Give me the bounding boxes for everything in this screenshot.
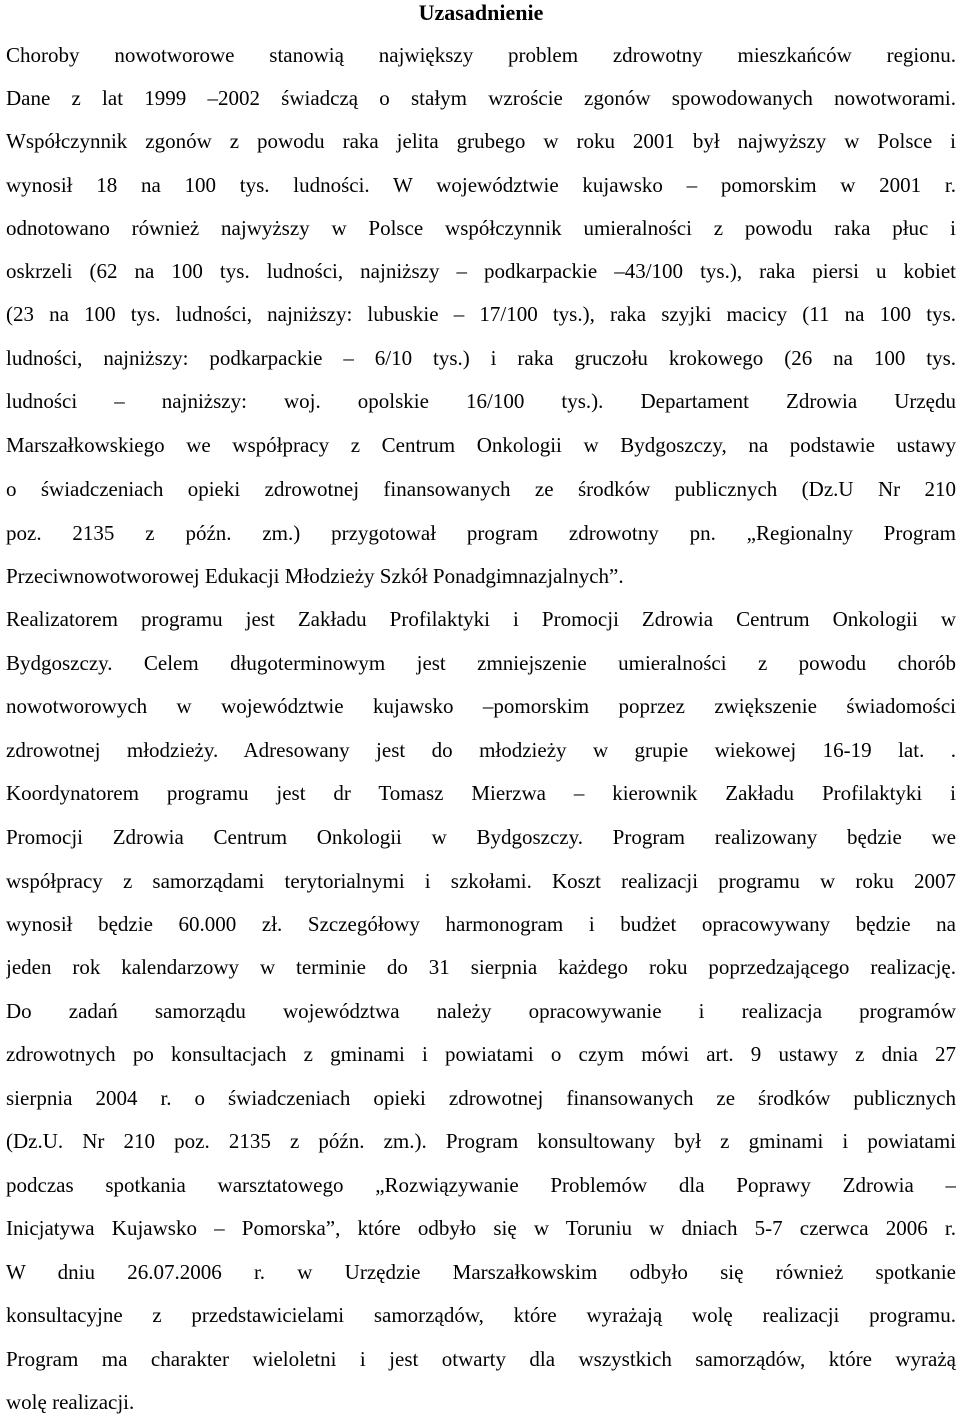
text-line: ludności – najniższy: woj. opolskie 16/100 tys.). Departament Zdrowia Urzędu [6, 389, 956, 413]
text-line: Przeciwnowotworowej Edukacji Młodzieży Szkół Ponadgimnazjalnych”. [6, 564, 624, 588]
text-line: o świadczeniach opieki zdrowotnej finansowanych ze środków publicznych (Dz.U Nr 210 [6, 477, 956, 501]
text-line: Inicjatywa Kujawsko – Pomorska”, które odbyło się w Toruniu w dniach 5-7 czerwca 2006 r. [6, 1216, 956, 1240]
text-line: nowotworowych w województwie kujawsko –pomorskim poprzez zwiększenie świadomości [6, 694, 956, 718]
text-line: konsultacyjne z przedstawicielami samorządów, które wyrażają wolę realizacji programu. [6, 1303, 956, 1327]
text-line: jeden rok kalendarzowy w terminie do 31 sierpnia każdego roku poprzedzającego realizację. [6, 955, 956, 979]
text-line: Program ma charakter wieloletni i jest otwarty dla wszystkich samorządów, które wyrażą [6, 1347, 956, 1371]
document-title: Uzasadnienie [418, 0, 544, 25]
text-line: zdrowotnych po konsultacjach z gminami i powiatami o czym mówi art. 9 ustawy z dnia 27 [6, 1042, 956, 1066]
text-line: W dniu 26.07.2006 r. w Urzędzie Marszałkowskim odbyło się również spotkanie [6, 1260, 956, 1284]
text-line: poz. 2135 z późn. zm.) przygotował program zdrowotny pn. „Regionalny Program [6, 521, 956, 545]
text-line: wolę realizacji. [6, 1390, 135, 1414]
text-line: sierpnia 2004 r. o świadczeniach opieki zdrowotnej finansowanych ze środków publicznych [6, 1086, 956, 1110]
text-line: Koordynatorem programu jest dr Tomasz Mierzwa – kierownik Zakładu Profilaktyki i [6, 781, 956, 805]
text-line: wynosił będzie 60.000 zł. Szczegółowy harmonogram i budżet opracowywany będzie na [6, 912, 956, 936]
text-line: (23 na 100 tys. ludności, najniższy: lubuskie – 17/100 tys.), raka szyjki macicy (11 na 100 tys. [6, 302, 956, 326]
text-line: oskrzeli (62 na 100 tys. ludności, najniższy – podkarpackie –43/100 tys.), raka piersi u kobiet [6, 259, 956, 283]
text-line: Realizatorem programu jest Zakładu Profilaktyki i Promocji Zdrowia Centrum Onkologii w [6, 607, 956, 631]
text-line: Dane z lat 1999 –2002 świadczą o stałym wzroście zgonów spowodowanych nowotworami. [6, 86, 956, 110]
text-line: Choroby nowotworowe stanowią największy problem zdrowotny mieszkańców regionu. [6, 43, 956, 67]
text-line: podczas spotkania warsztatowego „Rozwiązywanie Problemów dla Poprawy Zdrowia – [6, 1173, 956, 1197]
text-line: współpracy z samorządami terytorialnymi i szkołami. Koszt realizacji programu w roku 2007 [6, 869, 956, 893]
text-line: Bydgoszczy. Celem długoterminowym jest zmniejszenie umieralności z powodu chorób [6, 651, 956, 675]
text-line: (Dz.U. Nr 210 poz. 2135 z późn. zm.). Program konsultowany był z gminami i powiatami [6, 1129, 956, 1153]
text-line: zdrowotnej młodzieży. Adresowany jest do młodzieży w grupie wiekowej 16-19 lat. . [6, 738, 956, 762]
text-line: Promocji Zdrowia Centrum Onkologii w Bydgoszczy. Program realizowany będzie we [6, 825, 956, 849]
text-line: ludności, najniższy: podkarpackie – 6/10 tys.) i raka gruczołu krokowego (26 na 100 tys. [6, 346, 956, 370]
text-line: Współczynnik zgonów z powodu raka jelita grubego w roku 2001 był najwyższy w Polsce i [6, 129, 956, 153]
text-line: Marszałkowskiego we współpracy z Centrum Onkologii w Bydgoszczy, na podstawie ustawy [6, 433, 956, 457]
text-line: odnotowano również najwyższy w Polsce współczynnik umieralności z powodu raka płuc i [6, 216, 956, 240]
text-line: wynosił 18 na 100 tys. ludności. W województwie kujawsko – pomorskim w 2001 r. [6, 173, 956, 197]
text-line: Do zadań samorządu województwa należy opracowywanie i realizacja programów [6, 999, 956, 1023]
